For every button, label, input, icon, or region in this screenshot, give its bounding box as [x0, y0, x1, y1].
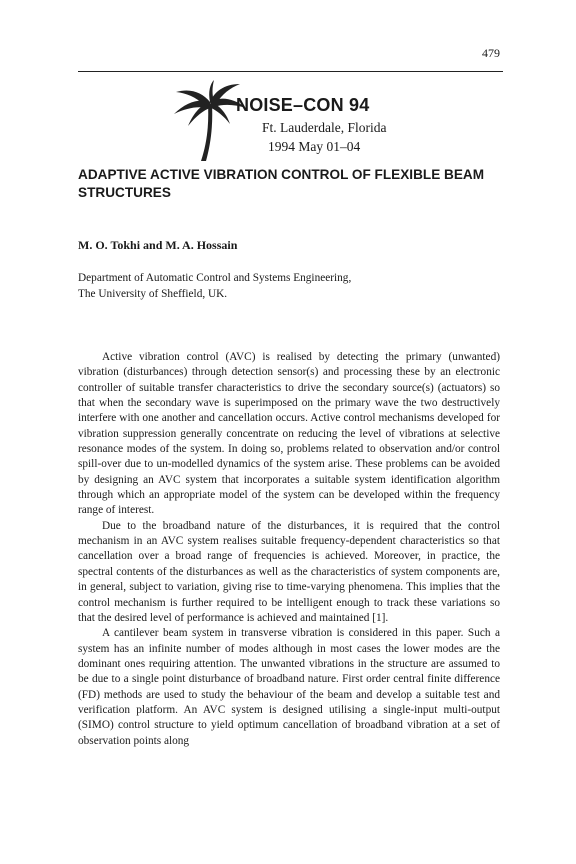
- palm-tree-icon: [170, 80, 250, 162]
- conference-date: 1994 May 01–04: [268, 139, 361, 154]
- affiliation-department: Department of Automatic Control and Systems Engineering,: [78, 272, 352, 284]
- affiliation-university: The University of Sheffield, UK.: [78, 288, 228, 300]
- conference-location: Ft. Lauderdale, Florida: [262, 120, 387, 135]
- paper-authors: M. O. Tokhi and M. A. Hossain: [78, 238, 238, 252]
- page-number: 479: [482, 46, 500, 60]
- body-text: [78, 350, 500, 749]
- body-paragraph: A cantilever beam system in transverse vibration is considered in this paper. Such a system has an infinite number of modes although in most cases the lower modes are the dominant ones requiring attention. The unwanted vibrations in the structure are assumed to be due to a single point disturbance of broadband nature. First order central finite difference (FD) methods are used to study the behaviour of the beam and develop a suitable test and verification platform. An AVC system is designed utilising a single-input multi-output (SIMO) control structure to yield optimum cancellation of broadband vibration at a set of observation points along: [78, 627, 500, 747]
- body-paragraph: Active vibration control (AVC) is realised by detecting the primary (unwanted) vibration (disturbances) through detection sensor(s) and processing these by an electronic controller of suitable transfer characteristics to drive the secondary source(s) (actuators) so that when the secondary wave is superimposed on the primary wave the two destructively interfere with one another and cancellation occurs. Active control mechanisms developed for vibration suppression generally concentrate on reducing the level of vibrations at selective resonance modes of the system. In doing so, problems related to observation and/or control spill-over due to un-modelled dynamics of the system arise. These problems can be avoided by designing an AVC system that incorporates a suitable system identification algorithm through which an appropriate model of the system can be developed within the frequency range of interest.: [78, 351, 500, 517]
- paper-title: ADAPTIVE ACTIVE VIBRATION CONTROL OF FLEXIBLE BEAM STRUCTURES: [78, 167, 485, 200]
- header-rule: [78, 71, 503, 72]
- body-paragraph: Due to the broadband nature of the disturbances, it is required that the control mechanism in an AVC system realises suitable frequency-dependent characteristics so that cancellation over a broad range of frequencies is achieved. Moreover, in practice, the spectral contents of the disturbances as well as the characteristics of system components are, in general, subject to variation, giving rise to time-varying phenomena. This implies that the control mechanism is further required to be intelligent enough to track these variations so that the desired level of performance is achieved and maintained [1].: [78, 519, 500, 624]
- conference-name: NOISE–CON 94: [236, 95, 370, 115]
- author-affiliation: [78, 270, 498, 302]
